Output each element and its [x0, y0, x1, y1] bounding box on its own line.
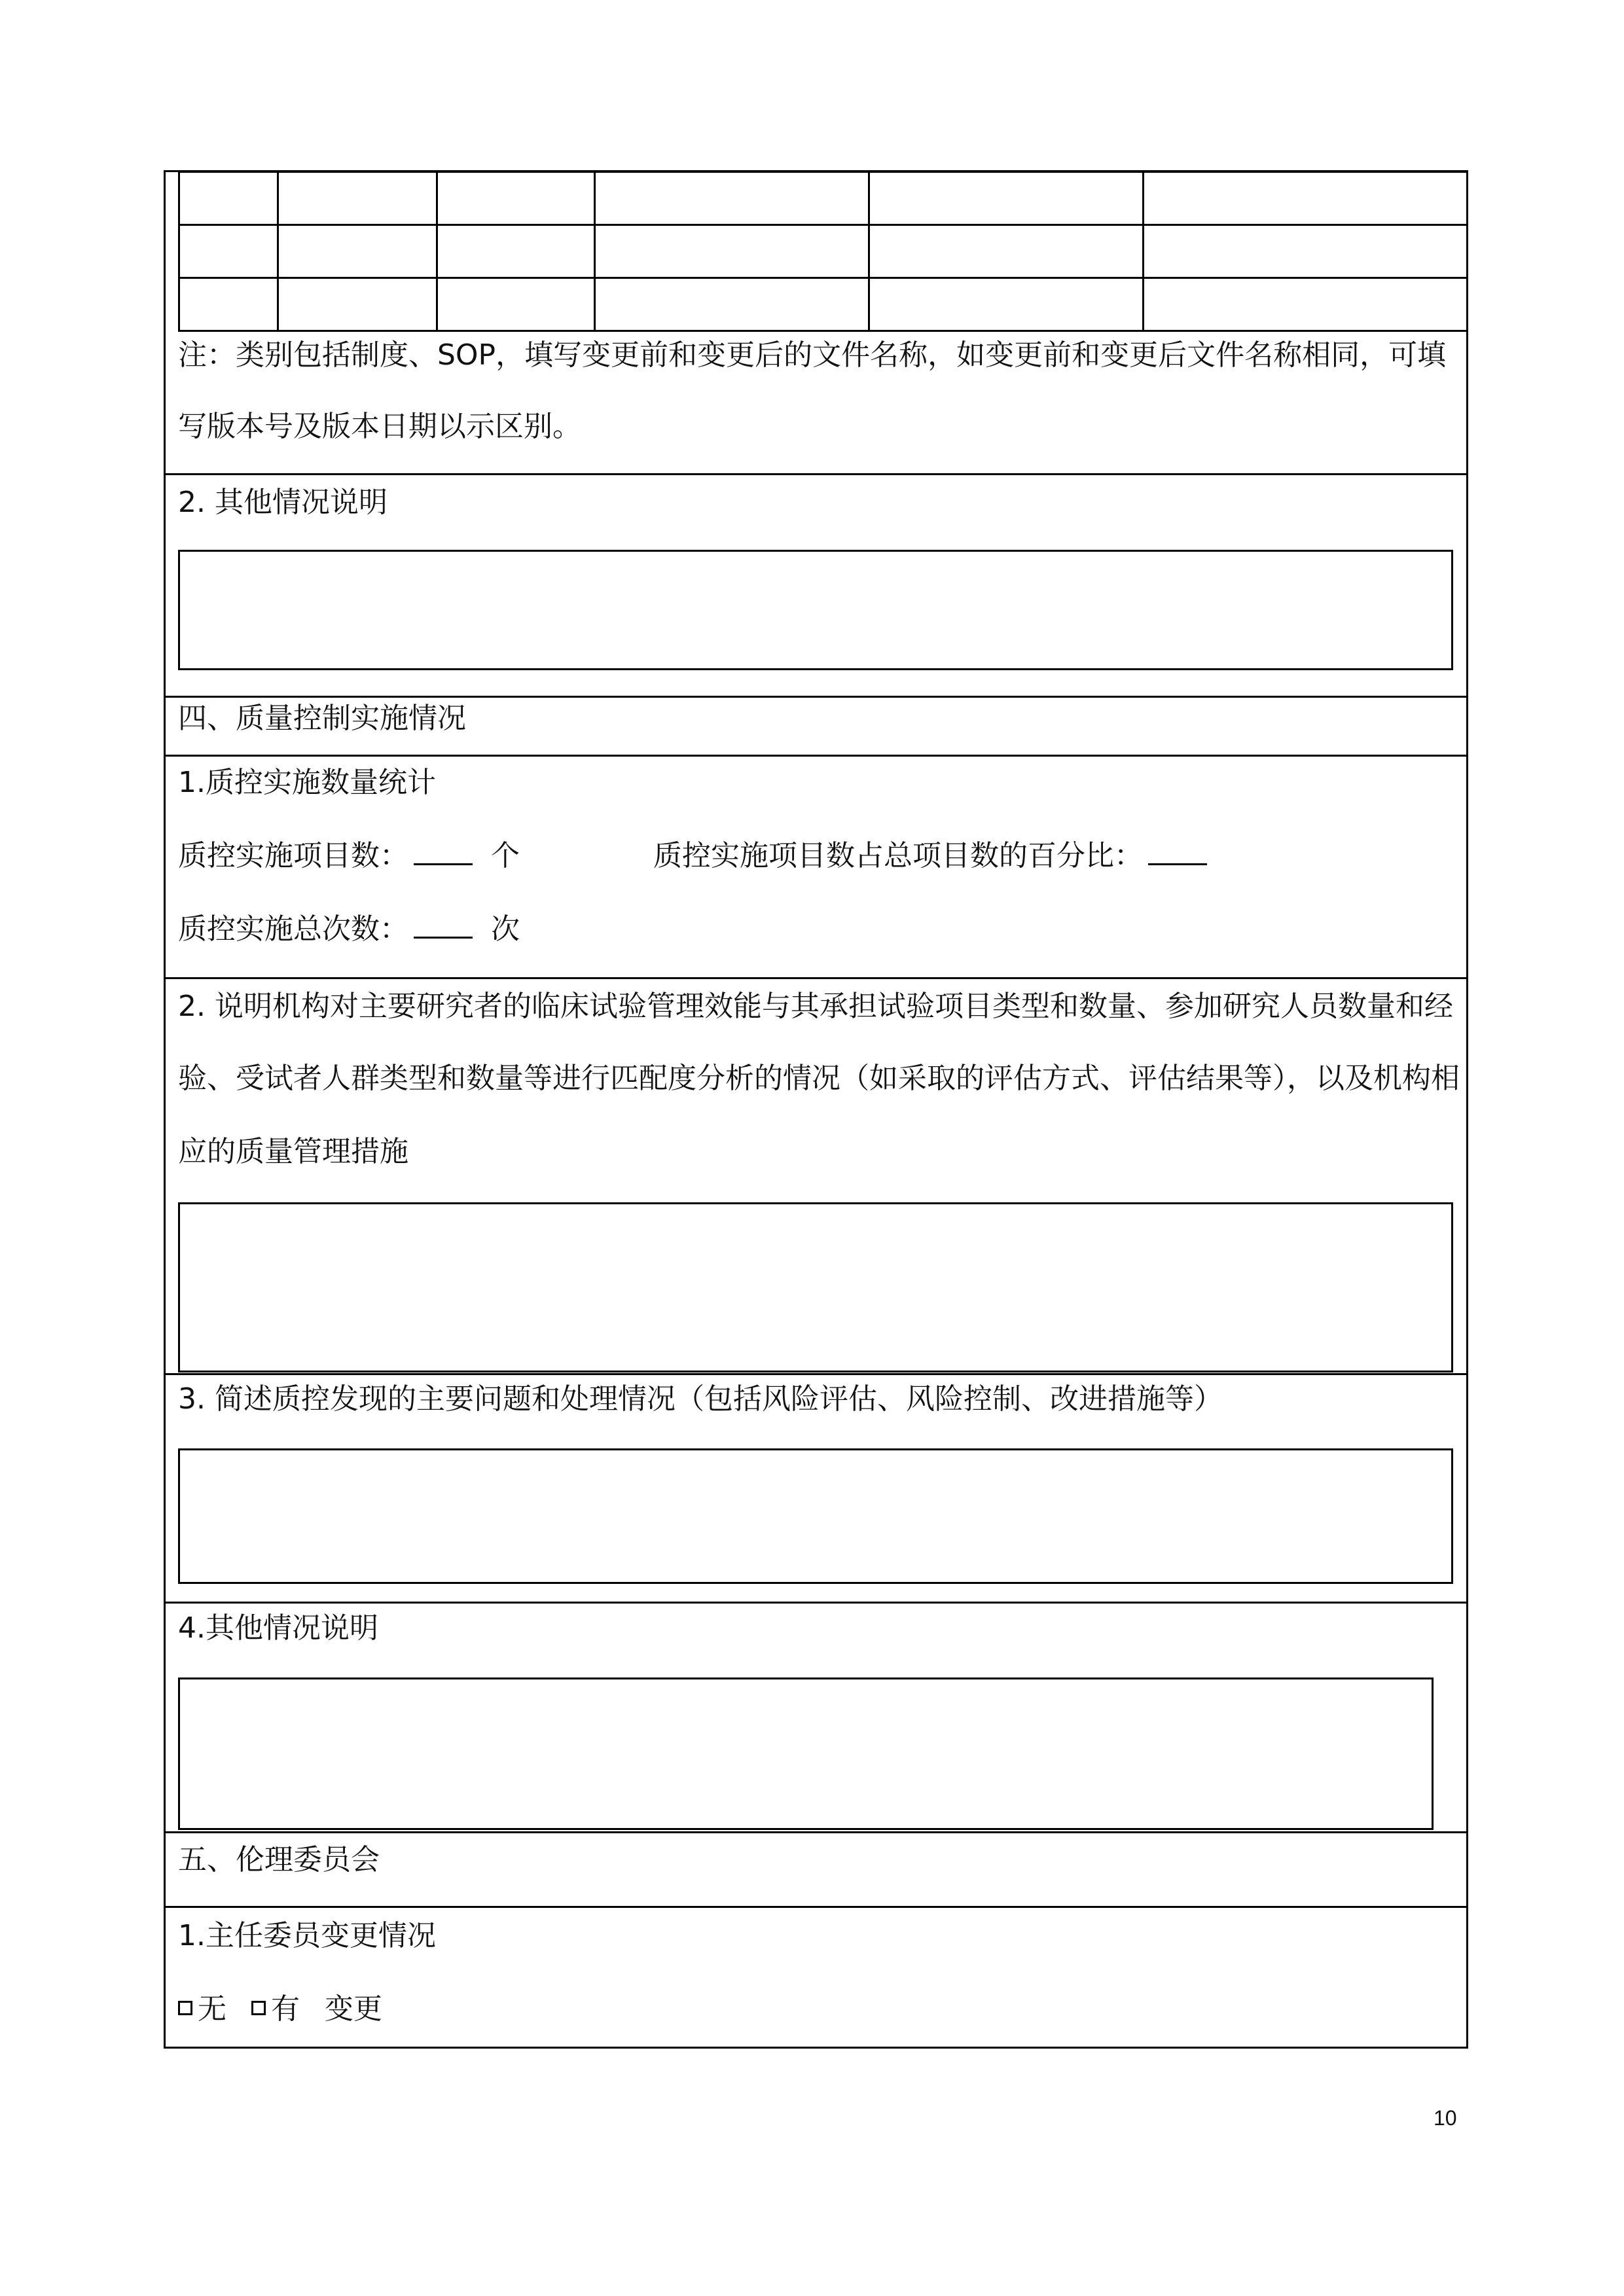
qc-project-count-unit: 个: [491, 839, 520, 872]
row-divider: [164, 473, 1468, 475]
match-analysis-line1: 2. 说明机构对主要研究者的临床试验管理效能与其承担试验项目类型和数量、参加研究人员数量和经: [178, 990, 1453, 1023]
qc-stats-label: 1.质控实施数量统计: [178, 766, 436, 799]
file-table-cell[interactable]: [179, 278, 278, 331]
qc-total-times-unit: 次: [491, 912, 520, 946]
match-analysis-line3: 应的质量管理措施: [178, 1135, 408, 1168]
file-table-cell[interactable]: [595, 278, 869, 331]
qc-percent-label: 质控实施项目数占总项目数的百分比：: [653, 839, 1143, 872]
file-table-cell[interactable]: [437, 225, 595, 278]
section3-other-label: 2. 其他情况说明: [178, 486, 388, 519]
row-divider: [164, 1906, 1468, 1908]
file-table-cell[interactable]: [869, 225, 1144, 278]
file-change-table: [178, 171, 1468, 332]
row-divider: [164, 977, 1468, 979]
chair-change-label: 1.主任委员变更情况: [178, 1919, 436, 1952]
file-table-note-line2: 写版本号及版本日期以示区别。: [178, 410, 581, 443]
file-table-row: [179, 278, 1468, 331]
qc-total-times-row: [178, 911, 520, 948]
option-none-checkbox[interactable]: [178, 2001, 192, 2015]
file-table-cell[interactable]: [278, 278, 437, 331]
file-table-cell[interactable]: [869, 172, 1144, 225]
section4-other-label: 4.其他情况说明: [178, 1611, 378, 1645]
option-none-label: 无: [198, 1992, 226, 2026]
file-table-cell[interactable]: [437, 278, 595, 331]
qc-project-count-blank[interactable]: [414, 858, 473, 865]
option-change-suffix: 变更: [325, 1992, 382, 2026]
qc-total-times-label: 质控实施总次数：: [178, 912, 408, 946]
file-table-cell[interactable]: [595, 225, 869, 278]
chair-change-options: [178, 1991, 382, 2028]
match-analysis-input[interactable]: [178, 1202, 1453, 1372]
file-table-cell[interactable]: [278, 172, 437, 225]
outer-border-right: [1466, 170, 1468, 2049]
file-table-cell[interactable]: [595, 172, 869, 225]
issues-input[interactable]: [178, 1448, 1453, 1584]
file-table-row: [179, 172, 1468, 225]
page-number: 10: [1434, 2106, 1457, 2130]
section4-title: 四、质量控制实施情况: [178, 702, 466, 735]
qc-project-count-row: [178, 838, 520, 874]
row-divider: [164, 1602, 1468, 1604]
outer-border-bottom: [164, 2047, 1468, 2049]
file-table-cell[interactable]: [869, 278, 1144, 331]
qc-project-count-label: 质控实施项目数：: [178, 839, 408, 872]
qc-total-times-blank[interactable]: [414, 931, 473, 939]
file-table-cell[interactable]: [278, 225, 437, 278]
match-analysis-line2: 验、受试者人群类型和数量等进行匹配度分析的情况（如采取的评估方式、评估结果等），以及机构相: [178, 1062, 1460, 1095]
option-yes-checkbox[interactable]: [251, 2001, 266, 2015]
file-table-cell[interactable]: [1144, 172, 1468, 225]
file-table-cell[interactable]: [179, 225, 278, 278]
section3-other-input[interactable]: [178, 550, 1453, 670]
issues-label: 3. 简述质控发现的主要问题和处理情况（包括风险评估、风险控制、改进措施等）: [178, 1382, 1223, 1416]
file-table-note-line1: 注：类别包括制度、SOP，填写变更前和变更后的文件名称，如变更前和变更后文件名称相同，可填: [178, 338, 1447, 372]
section5-title: 五、伦理委员会: [178, 1843, 380, 1876]
file-table-cell[interactable]: [437, 172, 595, 225]
option-yes-label: 有: [271, 1992, 300, 2026]
file-table-cell[interactable]: [179, 172, 278, 225]
file-table-cell[interactable]: [1144, 278, 1468, 331]
row-divider: [164, 755, 1468, 757]
file-table-row: [179, 225, 1468, 278]
qc-percent-row: [653, 838, 1212, 874]
outer-border-left: [164, 170, 166, 2049]
section4-other-input[interactable]: [178, 1677, 1434, 1830]
file-table-cell[interactable]: [1144, 225, 1468, 278]
row-divider: [164, 696, 1468, 698]
row-divider: [164, 1831, 1468, 1833]
qc-percent-blank[interactable]: [1148, 858, 1207, 865]
row-divider: [164, 1373, 1468, 1375]
